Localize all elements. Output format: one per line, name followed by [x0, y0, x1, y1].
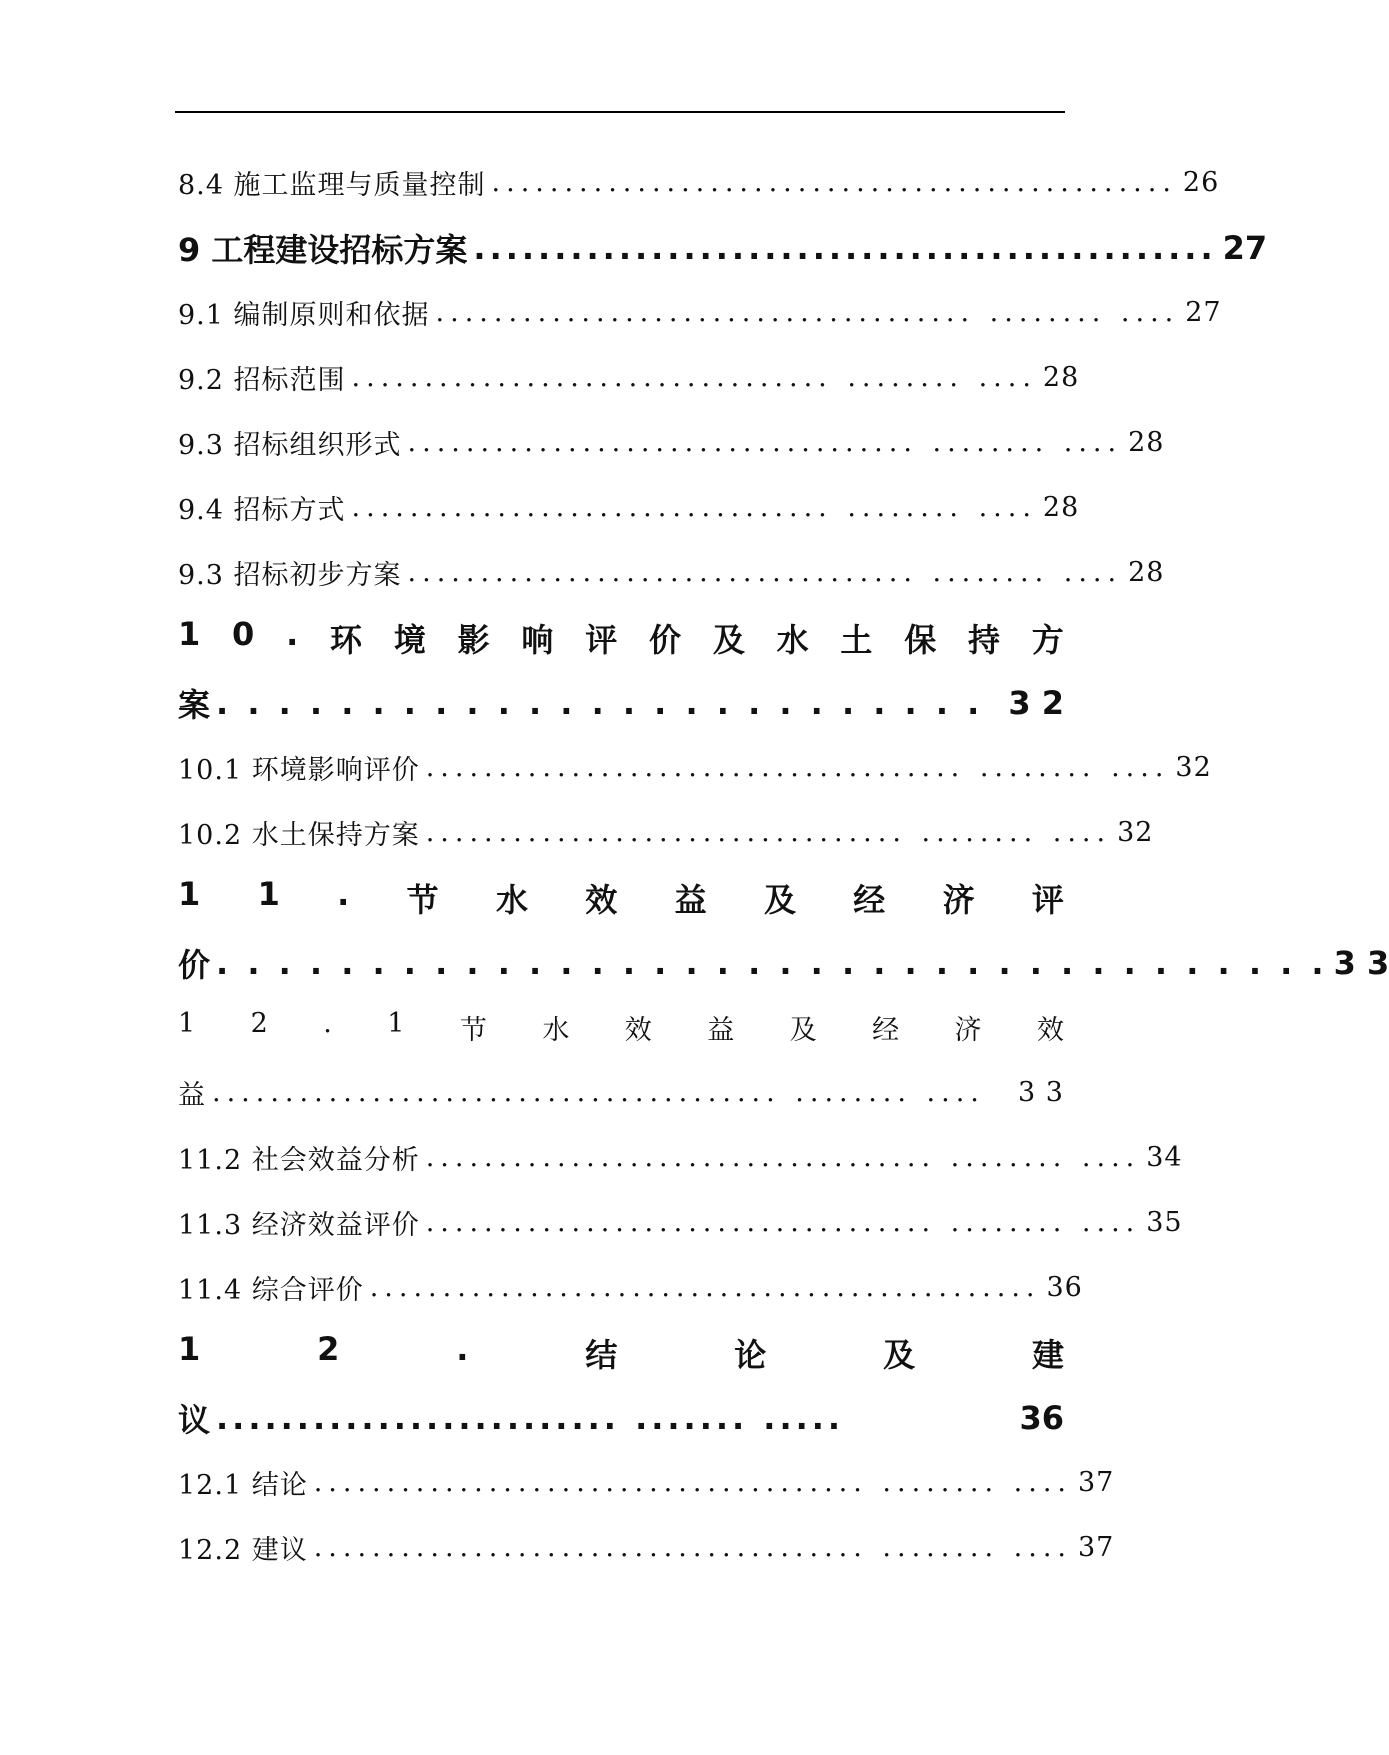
toc-heading-char: 及	[712, 620, 745, 659]
toc-entry-12-1[interactable]	[178, 1450, 1115, 1515]
toc-heading-char: 1	[178, 614, 201, 653]
toc-heading-char: 益	[674, 880, 707, 919]
toc-heading-char: 保	[904, 620, 937, 659]
toc-heading-char: 1	[257, 874, 280, 913]
toc-entry-title: 9.1 编制原则和依据	[178, 300, 430, 331]
toc-entry-title: 9.2 招标范围	[178, 365, 346, 396]
toc-entry-9-3[interactable]	[178, 410, 1165, 475]
toc-entry-char: 效	[1036, 1015, 1064, 1046]
toc-leader-dots: ................................. ........ ....	[351, 362, 1037, 393]
toc-leader-dots: ......................... ....... .....	[216, 1398, 845, 1437]
toc-entry-title: 11.4 综合评价	[178, 1275, 364, 1306]
toc-heading-char: 及	[763, 880, 796, 919]
toc-leader-dots: ...................................... ........ ....	[313, 1532, 1072, 1563]
toc-entry-title: 8.4 施工监理与质量控制	[178, 170, 486, 201]
toc-page-number: 37	[1078, 1467, 1115, 1498]
toc-heading-char: 1	[178, 1329, 201, 1368]
toc-leader-dots: ................................... ........ ....	[407, 557, 1123, 588]
toc-heading-char: 水	[495, 880, 528, 919]
toc-page-number: 36	[1019, 1398, 1064, 1437]
toc-entry-11-1-line2[interactable]	[178, 1060, 1064, 1125]
toc-heading-9[interactable]	[178, 215, 1268, 280]
toc-heading-justified-line	[178, 875, 1064, 921]
toc-heading-justified-line	[178, 615, 1064, 661]
toc-page-number: 3 2	[1008, 683, 1064, 722]
toc-entry-char: 水	[542, 1015, 570, 1046]
toc-entry-char: 济	[954, 1015, 982, 1046]
toc-heading-char: 持	[968, 620, 1001, 659]
toc-leader-dots: ................................. ........ ....	[425, 817, 1112, 848]
toc-heading-char: 济	[942, 880, 975, 919]
toc-page-number: 28	[1128, 557, 1165, 588]
toc-heading-char: 效	[585, 880, 618, 919]
toc-page-number: 3 3	[1018, 1077, 1064, 1108]
toc-heading-char: 2	[317, 1329, 340, 1368]
toc-entry-char: 1	[387, 1008, 405, 1039]
toc-heading-12-line1[interactable]	[178, 1320, 1064, 1385]
toc-entry-char: 经	[872, 1015, 900, 1046]
toc-heading-char: 影	[457, 620, 490, 659]
toc-page-number: 36	[1046, 1272, 1083, 1303]
toc-heading-10-line2[interactable]	[178, 670, 1064, 735]
toc-heading-11-line1[interactable]	[178, 865, 1064, 930]
toc-entry-11-4[interactable]	[178, 1255, 1083, 1320]
toc-heading-12-line2[interactable]	[178, 1385, 1064, 1450]
toc-leader-dots: ................................. ........ ....	[351, 492, 1037, 523]
toc-leader-dots: ................................... ........ ....	[425, 1142, 1141, 1173]
toc-leader-dots: ..................................... ........ ....	[425, 752, 1170, 783]
table-of-contents	[178, 150, 1389, 1580]
toc-page-number: 28	[1128, 427, 1165, 458]
toc-heading-char: 响	[521, 620, 554, 659]
toc-entry-title: 9.3 招标组织形式	[178, 430, 402, 461]
toc-leader-dots: ................................... ........ ....	[407, 427, 1123, 458]
toc-heading-title: 价	[178, 945, 211, 984]
toc-heading-char: 水	[776, 620, 809, 659]
toc-entry-9-1[interactable]	[178, 280, 1222, 345]
toc-heading-char: 及	[883, 1335, 916, 1374]
toc-entry-justified-line	[178, 1008, 1064, 1047]
toc-entry-title: 12.1 结论	[178, 1470, 308, 1501]
toc-heading-char: .	[286, 614, 299, 653]
toc-heading-title: 案	[178, 685, 211, 724]
toc-leader-dots: ................................... ........ ....	[425, 1207, 1141, 1238]
toc-heading-char: 境	[393, 620, 426, 659]
toc-leader-dots: ...............................................	[491, 167, 1177, 198]
toc-heading-char: 土	[840, 620, 873, 659]
toc-entry-11-2[interactable]	[178, 1125, 1183, 1190]
toc-entry-char: 2	[250, 1008, 268, 1039]
toc-entry-title: 11.2 社会效益分析	[178, 1145, 420, 1176]
toc-entry-char: 节	[459, 1015, 487, 1046]
toc-leader-dots: ..............................................	[369, 1272, 1041, 1303]
toc-heading-char: .	[456, 1329, 469, 1368]
toc-page-number: 27	[1222, 228, 1268, 267]
toc-entry-title: 12.2 建议	[178, 1535, 308, 1566]
toc-heading-char: .	[337, 874, 350, 913]
toc-leader-dots: ..................................... ........ ....	[435, 297, 1180, 328]
toc-entry-char: 益	[707, 1015, 735, 1046]
toc-entry-9-3b[interactable]	[178, 540, 1165, 605]
toc-page-number: 28	[1042, 492, 1080, 523]
toc-heading-11-line2[interactable]	[178, 930, 1389, 995]
toc-page-number: 32	[1117, 817, 1154, 848]
toc-entry-title: 益	[178, 1080, 206, 1111]
toc-leader-dots: ....................................... ........ ....	[212, 1077, 985, 1108]
toc-heading-char: 价	[649, 620, 682, 659]
toc-page-number: 34	[1146, 1142, 1183, 1173]
toc-entry-11-1-line1[interactable]	[178, 995, 1064, 1060]
toc-entry-title: 10.2 水土保持方案	[178, 820, 420, 851]
toc-page-number: 32	[1175, 752, 1212, 783]
toc-entry-char: 1	[178, 1008, 196, 1039]
toc-entry-title: 9.3 招标初步方案	[178, 560, 402, 591]
toc-leader-dots: ...................................... ........ ....	[313, 1467, 1072, 1498]
toc-page-number: 3 3	[1333, 943, 1389, 982]
toc-heading-char: 0	[232, 614, 255, 653]
toc-heading-char: 环	[330, 620, 363, 659]
toc-heading-title: 议	[178, 1400, 211, 1439]
toc-entry-char: .	[323, 1008, 332, 1039]
toc-heading-title: 9 工程建设招标方案	[178, 230, 468, 269]
toc-entry-title: 10.1 环境影响评价	[178, 755, 420, 786]
toc-entry-char: 效	[624, 1015, 652, 1046]
toc-entry-title: 11.3 经济效益评价	[178, 1210, 420, 1241]
toc-entry-char: 及	[789, 1015, 817, 1046]
toc-heading-char: 经	[853, 880, 886, 919]
toc-page-number: 26	[1182, 167, 1220, 198]
toc-page-number: 35	[1146, 1207, 1183, 1238]
toc-entry-9-2[interactable]	[178, 345, 1080, 410]
toc-leader-dots: . . . . . . . . . . . . . . . . . . . . . . . . . . . . . . . . . . . .	[216, 943, 1328, 982]
toc-page-number: 37	[1078, 1532, 1115, 1563]
toc-entry-title: 9.4 招标方式	[178, 495, 346, 526]
toc-heading-char: 评	[1031, 880, 1064, 919]
toc-leader-dots: ..............................................	[473, 228, 1217, 267]
toc-heading-10-line1[interactable]	[178, 605, 1064, 670]
toc-entry-10-1[interactable]	[178, 735, 1212, 800]
toc-heading-char: 论	[734, 1335, 767, 1374]
toc-heading-char: 结	[585, 1335, 618, 1374]
toc-entry-10-2[interactable]	[178, 800, 1154, 865]
toc-heading-char: 1	[178, 874, 201, 913]
toc-heading-justified-line	[178, 1330, 1064, 1376]
toc-page-number: 27	[1185, 297, 1222, 328]
header-rule	[175, 111, 1065, 113]
toc-entry-11-3[interactable]	[178, 1190, 1183, 1255]
toc-page-number: 28	[1042, 362, 1080, 393]
toc-heading-char: 方	[1031, 620, 1064, 659]
toc-heading-char: 建	[1031, 1335, 1064, 1374]
toc-heading-char: 节	[406, 880, 439, 919]
toc-leader-dots: . . . . . . . . . . . . . . . . . . . . . . . . .	[216, 683, 984, 722]
toc-heading-char: 评	[585, 620, 618, 659]
toc-entry-8-4[interactable]	[178, 150, 1220, 215]
toc-entry-12-2[interactable]	[178, 1515, 1115, 1580]
toc-entry-9-4[interactable]	[178, 475, 1080, 540]
